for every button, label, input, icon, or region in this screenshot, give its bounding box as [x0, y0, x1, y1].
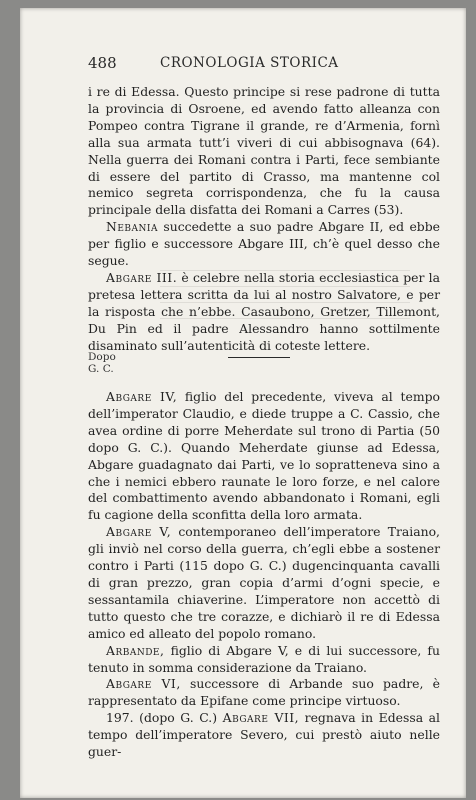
- paragraph-arbande: [88, 643, 440, 677]
- paragraph-text: successore di Arbande suo padre, è rappresentato da Epifane come principe virtuoso.: [88, 676, 441, 709]
- paragraph-abgare-iv: [88, 389, 440, 524]
- page-header: [88, 54, 432, 72]
- margin-label-line: Dopo: [88, 351, 116, 363]
- ruler-name: Nebania: [106, 219, 158, 235]
- section-divider: [228, 357, 290, 358]
- bleed-through-shadow: [160, 270, 410, 330]
- paragraph-text: succedette a suo padre Abgare II, ed ebbe per figlio e successore Abgare III, ch’è quel desso che segue.: [88, 219, 440, 269]
- paragraph-abgare-v: [88, 524, 440, 642]
- paragraph-text: è celebre nella storia ecclesiastica per la pretesa lettera scritta da lui al nostro Salvatore, e per la risposta che n’ebbe. Casaubono, Gretzer, Tillemont, Du Pin ed il padre Alessandro hanno sottilmente disaminato sull’autenticità di coteste lettere.: [88, 269, 440, 353]
- ruler-name: Abgare VII,: [222, 710, 300, 726]
- date-prefix: 197. (dopo G. C.): [106, 710, 223, 726]
- paragraph-text: i re di Edessa. Questo principe si rese padrone di tutta la provincia di Osroene, ed avendo fatto alleanza con Pompeo contra Tigrane il grande, re d’Armenia, fornì alla sua armata tutt’i viveri di cui abbisognava (64). Nella guerra dei Romani contra i Parti, fece sembiante di essere del partito di Crasso, ma mantenne col nemico segreta corrispondenza, che fu la causa principale della disfatta dei Romani a Carres (53).: [88, 84, 440, 218]
- ruler-name: Abgare III.: [106, 269, 178, 285]
- ruler-name: Abgare VI,: [106, 676, 181, 692]
- page-number: 488: [88, 54, 117, 72]
- paragraph-text: contemporaneo dell’imperatore Traiano, gli inviò nel corso della guerra, ch’egli ebbe a sostener contro i Parti (115 dopo G. C.) dugencinquanta cavalli di gran prezzo, gran copia d’armi d’ogni specie, e sessantamila chiaverine. L’imperatore non accettò di tutto questo che tre corazze, e dichiarò il re di Edessa amico ed alleato del popolo romano.: [88, 524, 440, 641]
- book-page: [20, 8, 466, 798]
- paragraph-text: regnava in Edessa al tempo dell’imperatore Severo, cui prestò aiuto nelle guer-: [88, 710, 440, 760]
- margin-date-label: [88, 351, 116, 375]
- margin-label-line: G. C.: [88, 363, 114, 375]
- paragraph-abgare-vi: [88, 676, 440, 710]
- bottom-text-block: [88, 389, 440, 761]
- paragraph-abgare-vii: [88, 710, 440, 761]
- ruler-name: Abgare IV,: [106, 389, 178, 404]
- paragraph-nebania: [88, 219, 440, 270]
- paragraph-text: figlio del precedente, viveva al tempo dell’imperator Claudio, e diede truppe a C. Cassio, che avea ordine di porre Meherdate sul trono di Partia (50 dopo G. C.). Quando Meherdate giunse ad Edessa, Abgare guadagnato dai Parti, ve lo sopratteneva sino a che i nemici ebbero raunate le loro forze, e nel calore del combattimento avendo abbandonato i Romani, egli fu cagione della sconfitta della loro armata.: [88, 389, 440, 523]
- paragraph-abgare-ii-continued: [88, 84, 440, 219]
- ruler-name: Arbande,: [106, 642, 165, 658]
- running-title: CRONOLOGIA STORICA: [160, 55, 339, 71]
- ruler-name: Abgare V,: [106, 524, 172, 540]
- paragraph-text: figlio di Abgare V, e di lui successore, fu tenuto in somma considerazione da Traiano.: [88, 642, 440, 675]
